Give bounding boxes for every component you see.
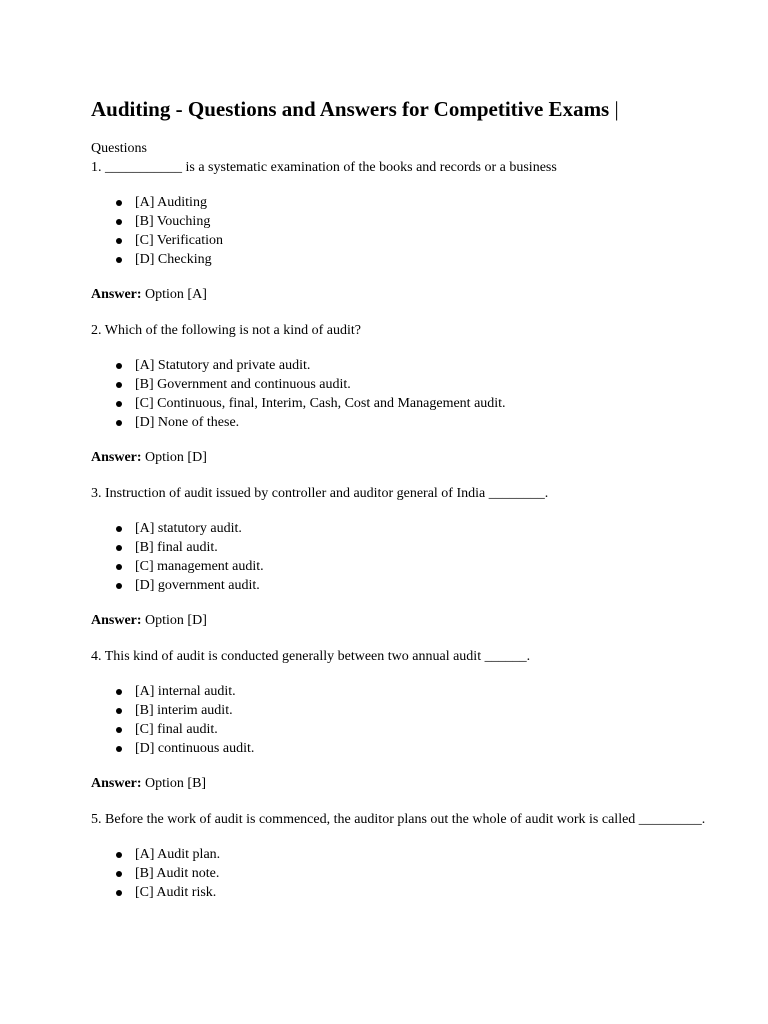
bullet-icon: [116, 689, 122, 695]
question-block-5: [91, 810, 731, 902]
bullet-icon: [116, 871, 122, 877]
option-item: [135, 739, 731, 758]
option-item: [135, 519, 731, 538]
option-item: [135, 576, 731, 595]
answer-label: Answer:: [91, 776, 142, 791]
option-item: [135, 375, 731, 394]
page-title-text: Auditing - Questions and Answers for Competitive Exams: [91, 97, 610, 121]
option-text: [D] continuous audit.: [135, 741, 255, 756]
option-item: [135, 538, 731, 557]
bullet-icon: [116, 852, 122, 858]
option-text: [C] final audit.: [135, 722, 218, 737]
bullet-icon: [116, 746, 122, 752]
bullet-icon: [116, 564, 122, 570]
question-text: 2. Which of the following is not a kind of audit?: [91, 323, 361, 338]
option-item: [135, 193, 731, 212]
option-text: [D] None of these.: [135, 415, 240, 430]
option-text: [C] Audit risk.: [135, 885, 217, 900]
option-text: [B] Government and continuous audit.: [135, 377, 351, 392]
options-list: [91, 356, 731, 432]
bullet-icon: [116, 545, 122, 551]
bullet-icon: [116, 420, 122, 426]
option-text: [D] Checking: [135, 252, 212, 267]
answer-line: [91, 611, 731, 630]
option-text: [A] Audit plan.: [135, 847, 221, 862]
option-item: [135, 413, 731, 432]
option-item: [135, 557, 731, 576]
question-text: 5. Before the work of audit is commenced, the auditor plans out the whole of audit work is called _________.: [91, 812, 706, 827]
option-item: [135, 394, 731, 413]
option-text: [A] statutory audit.: [135, 521, 242, 536]
option-text: [C] Continuous, final, Interim, Cash, Cost and Management audit.: [135, 396, 506, 411]
answer-label: Answer:: [91, 613, 142, 628]
option-item: [135, 864, 731, 883]
bullet-icon: [116, 363, 122, 369]
answer-value: Option [D]: [145, 450, 207, 465]
bullet-icon: [116, 200, 122, 206]
bullet-icon: [116, 219, 122, 225]
option-text: [C] management audit.: [135, 559, 264, 574]
options-list: [91, 682, 731, 758]
question-block-1: [91, 158, 731, 304]
option-text: [A] Auditing: [135, 195, 207, 210]
options-list: [91, 845, 731, 902]
option-item: [135, 720, 731, 739]
options-list: [91, 193, 731, 269]
bullet-icon: [116, 238, 122, 244]
options-list: [91, 519, 731, 595]
question-text: 3. Instruction of audit issued by controller and auditor general of India ________.: [91, 486, 549, 501]
option-item: [135, 356, 731, 375]
option-text: [D] government audit.: [135, 578, 260, 593]
option-item: [135, 845, 731, 864]
bullet-icon: [116, 583, 122, 589]
answer-line: [91, 285, 731, 304]
option-item: [135, 701, 731, 720]
option-text: [B] final audit.: [135, 540, 218, 555]
option-item: [135, 682, 731, 701]
bullet-icon: [116, 257, 122, 263]
answer-label: Answer:: [91, 450, 142, 465]
answer-line: [91, 448, 731, 467]
option-text: [A] Statutory and private audit.: [135, 358, 311, 373]
answer-label: Answer:: [91, 287, 142, 302]
bullet-icon: [116, 526, 122, 532]
page-title: [91, 96, 619, 122]
question-block-4: [91, 647, 731, 793]
question-block-2: [91, 321, 731, 467]
question-text: 4. This kind of audit is conducted generally between two annual audit ______.: [91, 649, 531, 664]
option-text: [B] interim audit.: [135, 703, 233, 718]
answer-value: Option [D]: [145, 613, 207, 628]
bullet-icon: [116, 708, 122, 714]
answer-line: [91, 774, 731, 793]
option-text: [B] Audit note.: [135, 866, 220, 881]
option-item: [135, 250, 731, 269]
section-label: Questions: [91, 141, 147, 156]
option-text: [B] Vouching: [135, 214, 211, 229]
answer-value: Option [B]: [145, 776, 207, 791]
option-text: [A] internal audit.: [135, 684, 236, 699]
question-block-3: [91, 484, 731, 630]
question-text: 1. ___________ is a systematic examination of the books and records or a business: [91, 160, 557, 175]
bullet-icon: [116, 382, 122, 388]
questions-body: [91, 139, 731, 918]
answer-value: Option [A]: [145, 287, 207, 302]
option-item: [135, 212, 731, 231]
option-item: [135, 231, 731, 250]
bullet-icon: [116, 890, 122, 896]
title-separator: |: [614, 97, 619, 121]
bullet-icon: [116, 401, 122, 407]
option-text: [C] Verification: [135, 233, 223, 248]
option-item: [135, 883, 731, 902]
bullet-icon: [116, 727, 122, 733]
